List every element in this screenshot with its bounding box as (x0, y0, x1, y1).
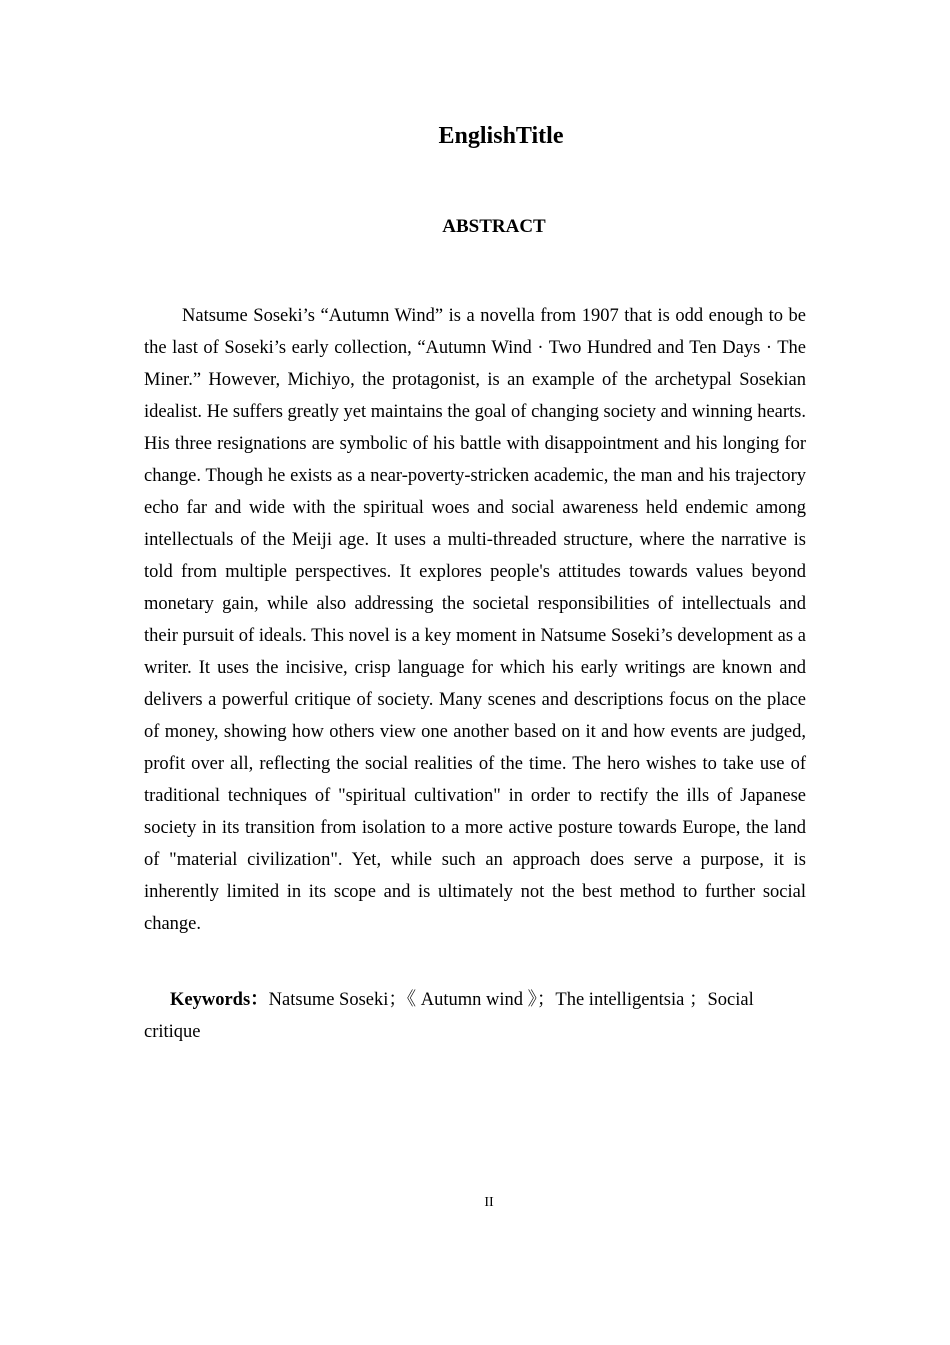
abstract-paragraph: Natsume Soseki’s “Autumn Wind” is a novella from 1907 that is odd enough to be the last of Soseki’s early collection, “Autumn Wind · Two Hundred and Ten Days · The Miner.” However, Michiyo, the protagonist, is an example of the archetypal Sosekian idealist. He suffers greatly yet maintains the goal of changing society and winning hearts. His three resignations are symbolic of his battle with disappointment and his longing for change. Though he exists as a near-poverty-stricken academic, the man and his trajectory echo far and wide with the spiritual woes and social awareness held endemic among intellectuals of the Meiji age. It uses a multi-threaded structure, where the narrative is told from multiple perspectives. It explores people's attitudes towards values beyond monetary gain, while also addressing the societal responsibilities of intellectuals and their pursuit of ideals. This novel is a key moment in Natsume Soseki’s development as a writer. It uses the incisive, crisp language for which his early writings are known and delivers a powerful critique of society. Many scenes and descriptions focus on the place of money, showing how others view one another based on it and how events are judged, profit over all, reflecting the social realities of the time. The hero wishes to take use of traditional techniques of "spiritual cultivation" in order to rectify the ills of Japanese society in its transition from isolation to a more active posture towards Europe, the land of "material civilization". Yet, while such an approach does serve a purpose, it is inherently limited in its scope and is ultimately not the best method to further social change. (144, 306, 806, 934)
keywords-text: Natsume Soseki；《 Autumn wind 》；The intelligentsia ；Social critique (144, 990, 754, 1042)
keywords-label: Keywords： (170, 990, 269, 1010)
page-title: EnglishTitle (438, 123, 564, 149)
page-number: II (484, 1195, 494, 1210)
keywords-line (144, 984, 806, 1048)
abstract-heading: ABSTRACT (442, 216, 546, 237)
